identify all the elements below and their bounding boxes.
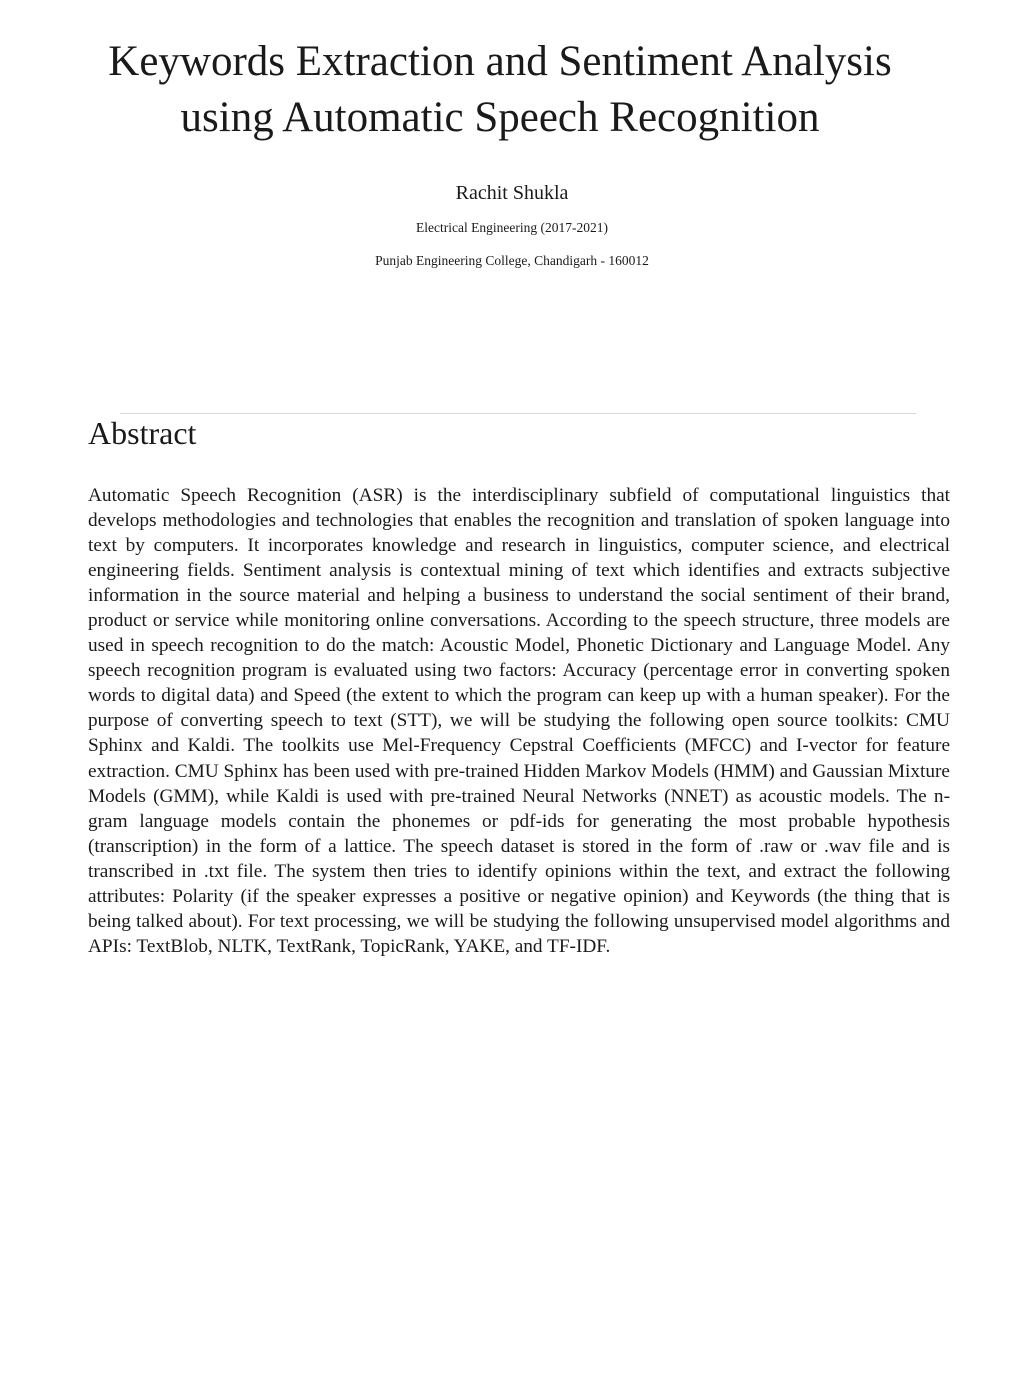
paper-title	[0, 34, 1000, 146]
author-department: Electrical Engineering (2017-2021)	[416, 220, 608, 235]
abstract-text: Automatic Speech Recognition (ASR) is the interdisciplinary subfield of computational linguistics that develops methodologies and technologies that enables the recognition and translation of spoken language into text by computers. It incorporates knowledge and research in linguistics, computer science, and electrical engineering fields. Sentiment analysis is contextual mining of text which identifies and extracts subjective information in the source material and helping a business to understand the social sentiment of their brand, product or service while monitoring online conversations. According to the speech structure, three models are used in speech recognition to do the match: Acoustic Model, Phonetic Dictionary and Language Model. Any speech recognition program is evaluated using two factors: Accuracy (percentage error in converting spoken words to digital data) and Speed (the extent to which the program can keep up with a human speaker). For the purpose of converting speech to text (STT), we will be studying the following open source toolkits: CMU Sphinx and Kaldi. The toolkits use Mel-Frequency Cepstral Coefficients (MFCC) and I-vector for feature extraction. CMU Sphinx has been used with pre-trained Hidden Markov Models (HMM) and Gaussian Mixture Models (GMM), while Kaldi is used with pre-trained Neural Networks (NNET) as acoustic models. The n-gram language models contain the phonemes or pdf-ids for generating the most probable hypothesis (transcription) in the form of a lattice. The speech dataset is stored in the form of .raw or .wav file and is transcribed in .txt file. The system then tries to identify opinions within the text, and extract the following attributes: Polarity (if the speaker expresses a positive or negative opinion) and Keywords (the thing that is being talked about). For text processing, we will be studying the following unsupervised model algorithms and APIs: TextBlob, NLTK, TextRank, TopicRank, YAKE, and TF-IDF.	[88, 485, 950, 957]
author-name: Rachit Shukla	[455, 182, 569, 204]
paper-title-line-1: Keywords Extraction and Sentiment Analysis	[108, 38, 892, 85]
author-institution: Punjab Engineering College, Chandigarh - 160012	[375, 253, 649, 268]
paper-title-line-2: using Automatic Speech Recognition	[180, 94, 820, 141]
abstract-heading: Abstract	[88, 415, 197, 451]
section-divider	[120, 413, 916, 414]
